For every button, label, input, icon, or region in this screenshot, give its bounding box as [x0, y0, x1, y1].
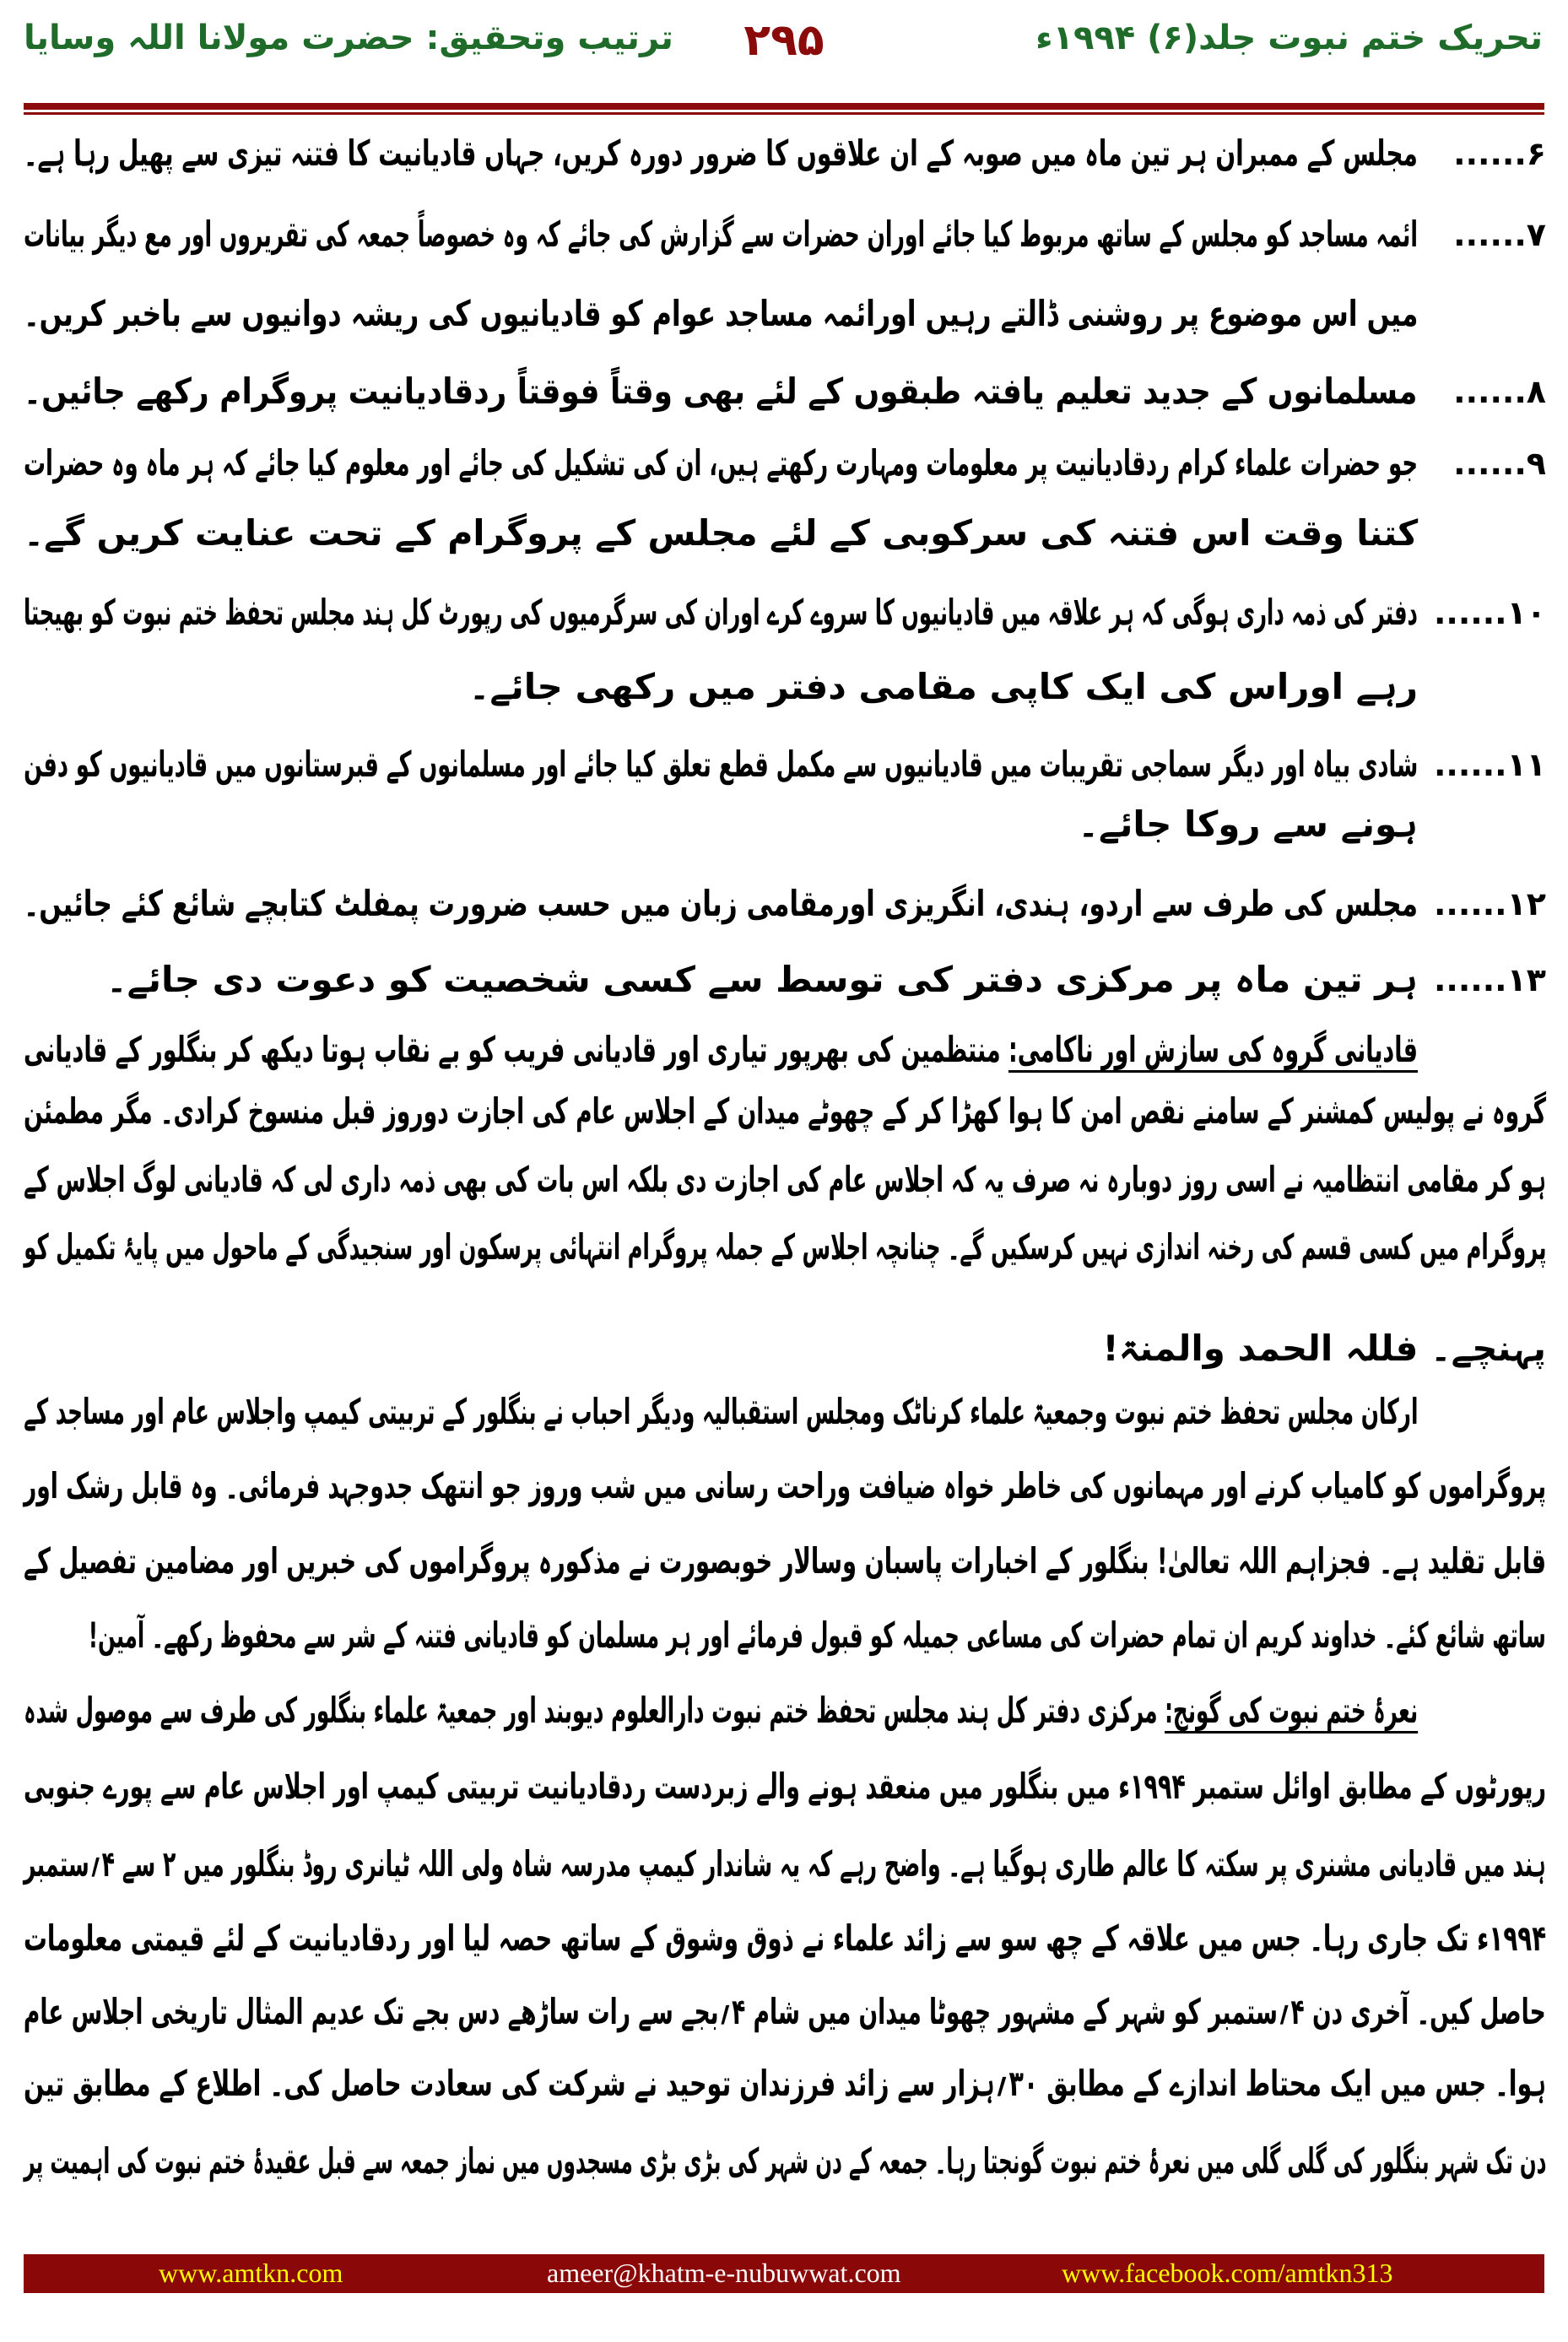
- item-number: ۱۱......: [1433, 746, 1546, 783]
- line-body: منتظمین کی بھرپور تیاری اور قادیانی فریب کو بے نقاب ہوتا دیکھ کر بنگلور کے قادیانی: [24, 1029, 1001, 1070]
- text-line: [24, 366, 1418, 417]
- email-link[interactable]: ameer@khatm-e-nubuwwat.com: [547, 2258, 901, 2288]
- text-line: [24, 438, 1418, 489]
- text-line: [24, 1839, 1546, 1890]
- text-line: [24, 739, 1418, 790]
- text-line: [24, 1387, 1418, 1437]
- text-line: [24, 1155, 1546, 1205]
- item-number: ۶......: [1453, 135, 1546, 172]
- text-line: [24, 508, 1418, 559]
- line-text: شادی بیاہ اور دیگر سماجی تقریبات میں قادیانیوں سے مکمل قطع تعلق کیا جائے اور مسلمانوں کے قبرستانوں میں قادیانیوں کو دفن: [23, 744, 1418, 785]
- text-line: [24, 1461, 1546, 1512]
- text-line: [24, 2058, 1546, 2109]
- text-line: [24, 1086, 1546, 1137]
- facebook-link[interactable]: www.facebook.com/amtkn313: [1062, 2258, 1393, 2288]
- section-first-line: [24, 1685, 1418, 1736]
- text-line: [24, 2136, 1546, 2187]
- item-number: ۷......: [1453, 216, 1546, 253]
- line-text: ارکان مجلس تحفظ ختم نبوت وجمعیۃ علماء کرناٹک ومجلس استقبالیہ ودیگر احباب نے بنگلور کے تربیتی کیمپ واجلاس عام اور مساجد کے: [23, 1391, 1418, 1432]
- section-heading: قادیانی گروہ کی سازش اور ناکامی:: [1008, 1029, 1418, 1070]
- text-line: [24, 1913, 1546, 1964]
- line-text: مجلس کے ممبران ہر تین ماہ میں صوبہ کے ان علاقوں کا ضرور دورہ کریں، جہاں قادیانیت کا فتنہ تیزی سے پھیل رہا ہے۔: [24, 133, 1418, 174]
- compiler-credit: ترتیب وتحقیق: حضرت مولانا اللہ وسایا: [24, 19, 673, 57]
- text-line: [24, 587, 1418, 638]
- book-title: تحریک ختم نبوت جلد(۶) ۱۹۹۴ء: [1035, 19, 1543, 57]
- section-heading: نعرۂ ختم نبوت کی گونج:: [1164, 1690, 1418, 1731]
- line-text: جو حضرات علماء کرام ردقادیانیت پر معلومات ومہارت رکھتے ہیں، ان کی تشکیل کی جائے اور معلوم کیا جائے کہ ہر ماہ وہ حضرات: [24, 442, 1418, 484]
- line-text: مسلمانوں کے جدید تعلیم یافتہ طبقوں کے لئے بھی وقتاً فوقتاً ردقادیانیت پروگرام رکھے جائیں۔: [24, 371, 1418, 412]
- text-line: [24, 1536, 1546, 1587]
- item-number: ۱۲......: [1433, 885, 1546, 922]
- line-text: میں اس موضوع پر روشنی ڈالتے رہیں اورائمہ مساجد عوام کو قادیانیوں کی ریشہ دوانیوں سے باخبر کریں۔: [23, 293, 1418, 334]
- text-line: [24, 1987, 1546, 2037]
- text-line: [24, 799, 1418, 850]
- line-text: حاصل کیں۔ آخری دن ۴؍ستمبر کو شہر کے مشہور چھوٹا میدان میں شام ۴؍بجے سے رات ساڑھے دس بجے تک عدیم المثال تاریخی اجلاس عام: [24, 1991, 1546, 2032]
- line-text: قابل تقلید ہے۔ فجزاہم اللہ تعالیٰ! بنگلور کے اخبارات پاسبان وسالار خوبصورت نے مذکورہ پروگراموں کی خبریں اور مضامین تفصیل کے: [23, 1540, 1546, 1582]
- line-text: ہونے سے روکا جائے۔: [1078, 803, 1418, 845]
- line-text: [24, 1025, 1418, 1075]
- text-line: [24, 289, 1418, 339]
- text-line: [24, 1323, 1546, 1374]
- text-line: [24, 662, 1418, 712]
- line-text: پروگراموں کو کامیاب کرنے اور مہمانوں کی خاطر خواہ ضیافت وراحت رسانی میں شب وروز جو انتھک جدوجہد فرمائی۔ وہ قابل رشک اور: [23, 1465, 1546, 1506]
- line-text: گروہ نے پولیس کمشنر کے سامنے نقص امن کا ہوا کھڑا کر کے چھوٹے میدان کے اجلاس عام کی اجازت دوروز قبل منسوخ کرادی۔ مگر مطمئن: [23, 1090, 1546, 1132]
- item-number: ۸......: [1453, 373, 1546, 410]
- page-number: ۲۹۵: [743, 15, 825, 66]
- line-text: دن تک شہر بنگلور کی گلی گلی میں نعرۂ ختم نبوت گونجتا رہا۔ جمعہ کے دن شہر کی بڑی بڑی مسجدوں میں نماز جمعہ سے قبل عقیدۂ ختم نبوت کی اہمیت پر: [23, 2140, 1546, 2182]
- text-line: [24, 128, 1418, 179]
- header-rule-thick: [24, 103, 1544, 110]
- line-text: مجلس کی طرف سے اردو، ہندی، انگریزی اورمقامی زبان میں حسب ضرورت پمفلٹ کتابچے شائع کئے جائیں۔: [24, 883, 1418, 924]
- header-rule-thin: [24, 112, 1544, 115]
- line-text: ۱۹۹۴ء تک جاری رہا۔ جس میں علاقہ کے چھ سو سے زائد علماء نے ذوق وشوق کے ساتھ حصہ لیا اور ردقادیانیت کے لئے قیمتی معلومات: [23, 1917, 1546, 1959]
- website-link[interactable]: www.amtkn.com: [159, 2258, 343, 2288]
- line-text: کتنا وقت اس فتنہ کی سرکوبی کے لئے مجلس کے پروگرام کے تحت عنایت کریں گے۔: [23, 512, 1418, 554]
- line-body: مرکزی دفتر کل ہند مجلس تحفظ ختم نبوت دارالعلوم دیوبند اور جمعیۃ علماء بنگلور کی طرف سے موصول شدہ: [23, 1690, 1158, 1731]
- section-first-line: [24, 1025, 1418, 1075]
- text-line: [24, 879, 1418, 929]
- line-text: پروگرام میں کسی قسم کی رخنہ اندازی نہیں کرسکیں گے۔ چنانچہ اجلاس کے جملہ پروگرام انتہائی پرسکون اور سنجیدگی کے ماحول میں پایۂ تکمیل کو: [23, 1226, 1546, 1268]
- footer-bar: [24, 2254, 1544, 2293]
- text-line: [24, 1222, 1546, 1273]
- text-line: [24, 1761, 1546, 1812]
- line-text: دفتر کی ذمہ داری ہوگی کہ ہر علاقہ میں قادیانیوں کا سروے کرے اوران کی سرگرمیوں کی رپورٹ کل ہند مجلس تحفظ ختم نبوت کو بھیجتا: [24, 592, 1418, 633]
- item-number: ۹......: [1453, 445, 1546, 482]
- text-line: [89, 1610, 1546, 1661]
- text-line: [24, 955, 1418, 1005]
- line-text: ائمہ مساجد کو مجلس کے ساتھ مربوط کیا جائے اوران حضرات سے گزارش کی جائے کہ وہ خصوصاً جمعہ کی تقریروں اور مع دیگر بیانات: [24, 214, 1418, 255]
- line-text: رہے اوراس کی ایک کاپی مقامی دفتر میں رکھی جائے۔: [468, 666, 1418, 707]
- text-line: [24, 209, 1418, 260]
- line-text: ہو کر مقامی انتظامیہ نے اسی روز دوبارہ نہ صرف یہ کہ اجلاس عام کی اجازت دی بلکہ اس بات کی بھی ذمہ داری لی کہ قادیانی لوگ اجلاس کے: [24, 1159, 1546, 1200]
- item-number: ۱۳......: [1433, 961, 1546, 998]
- line-text: پہنچے۔ فللہ الحمد والمنۃ!: [1102, 1328, 1546, 1369]
- line-text: ساتھ شائع کئے۔ خداوند کریم ان تمام حضرات کی مساعی جمیلہ کو قبول فرمائے اور ہر مسلمان کو قادیانی فتنہ کے شر سے محفوظ رکھے۔ آمین!: [89, 1615, 1546, 1656]
- line-text: ہوا۔ جس میں ایک محتاط اندازے کے مطابق ۳۰؍ہزار سے زائد فرزندان توحید نے شرکت کی سعادت حاصل کی۔ اطلاع کے مطابق تین: [23, 2063, 1546, 2104]
- item-number: ۱۰......: [1433, 594, 1546, 631]
- line-text: ہند میں قادیانی مشنری پر سکتہ کا عالم طاری ہوگیا ہے۔ واضح رہے کہ یہ شاندار کیمپ مدرسہ شاہ ولی اللہ ٹیانری روڈ بنگلور میں ۲ سے ۴؍ستمبر: [24, 1843, 1547, 1885]
- line-text: [24, 1685, 1418, 1736]
- line-text: رپورٹوں کے مطابق اوائل ستمبر ۱۹۹۴ء میں بنگلور میں منعقد ہونے والے زبردست ردقادیانیت تربیتی کیمپ اور اجلاس عام سے پورے جنوبی: [23, 1766, 1546, 1807]
- line-text: ہر تین ماہ پر مرکزی دفتر کی توسط سے کسی شخصیت کو دعوت دی جائے۔: [106, 959, 1418, 1000]
